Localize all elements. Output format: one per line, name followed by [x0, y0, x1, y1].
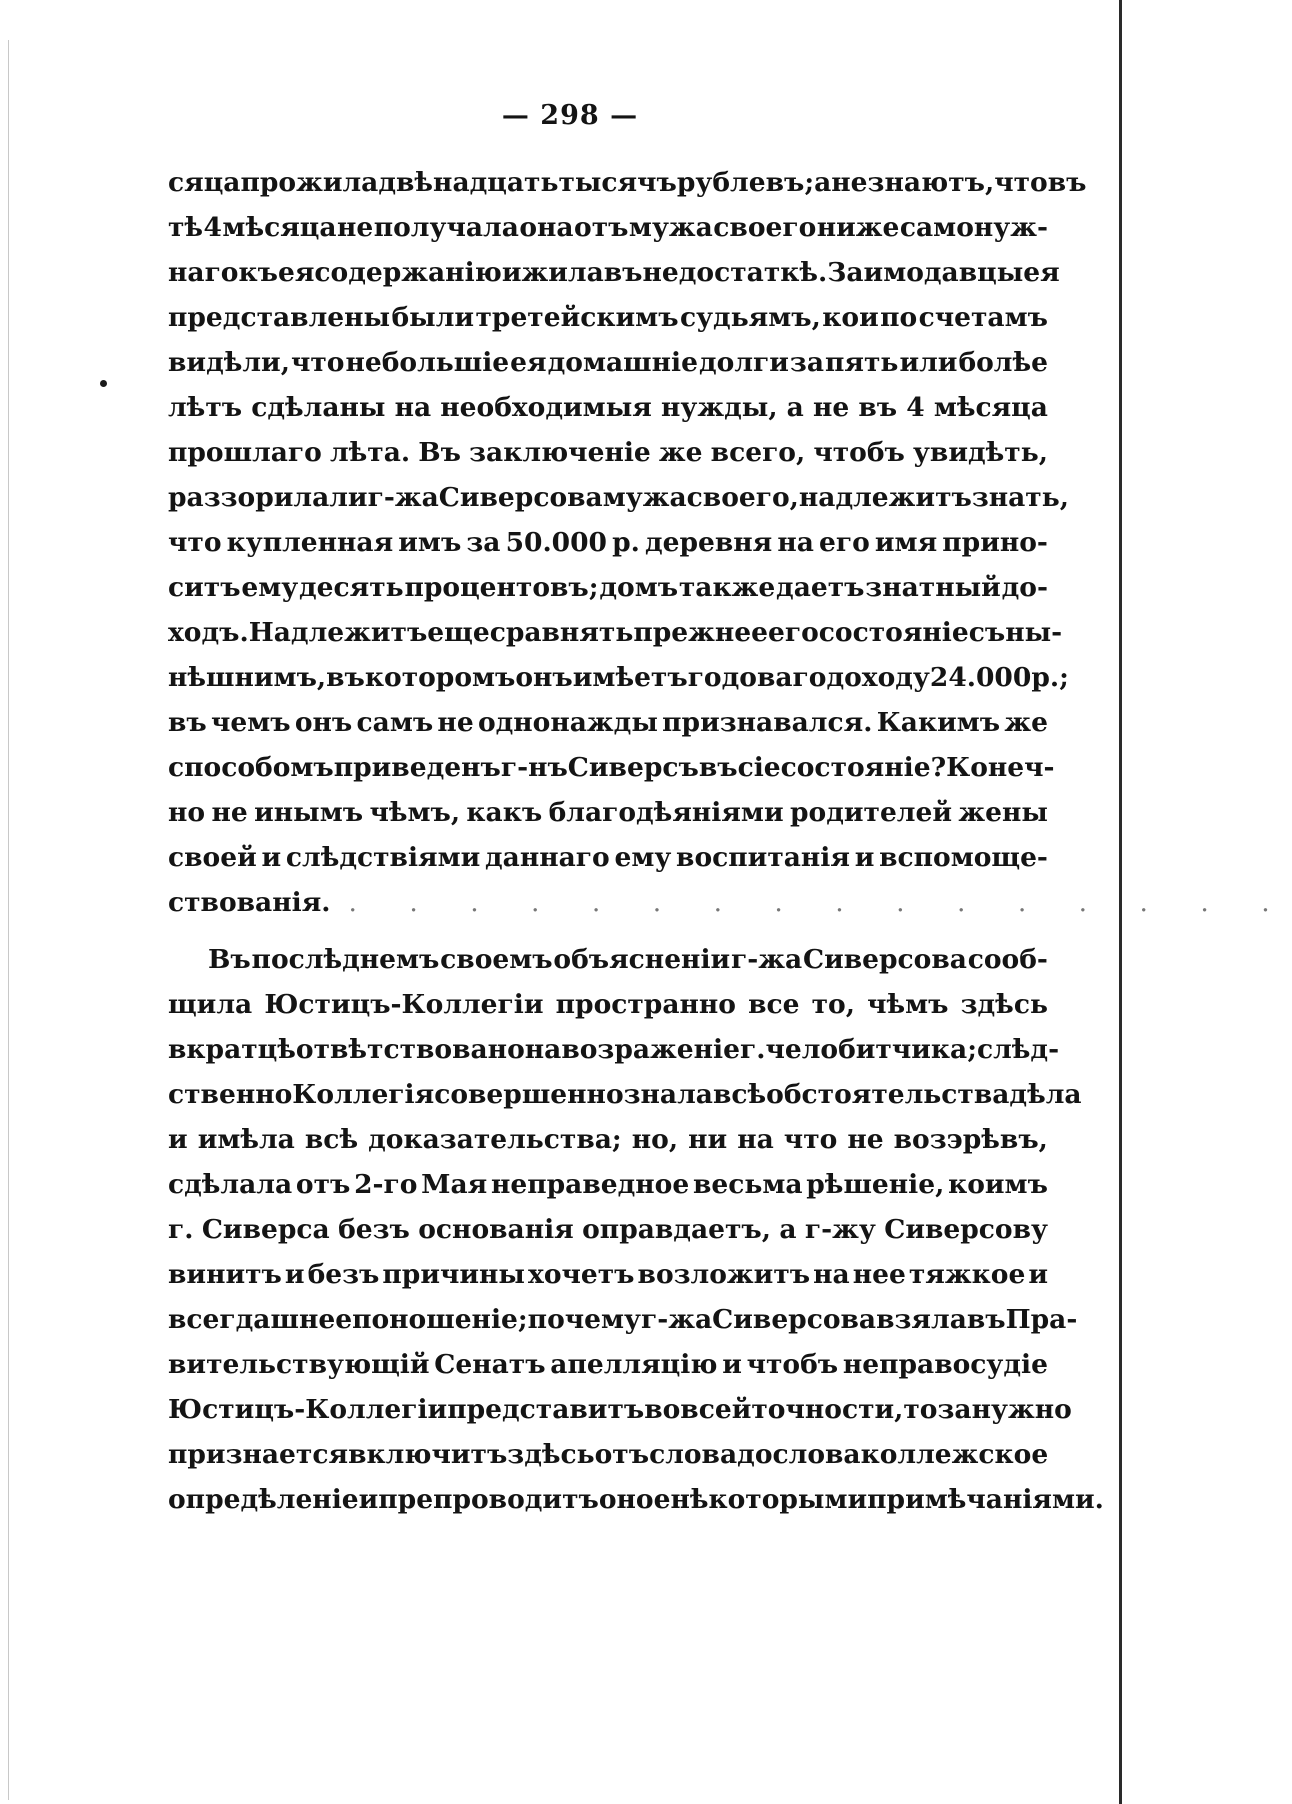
word: Сиверсова	[802, 944, 967, 975]
word: на	[777, 527, 814, 558]
word: безъ	[338, 1214, 410, 1245]
word: состояніе?	[780, 752, 947, 783]
word: г-жу	[804, 1214, 876, 1245]
text-line	[168, 982, 1048, 1027]
text-line	[168, 937, 1048, 982]
word: имя	[874, 527, 938, 558]
word: 4	[203, 212, 222, 243]
word: тѣ	[168, 212, 204, 243]
word: ея	[277, 257, 315, 288]
word: а	[786, 392, 804, 423]
word: еще	[427, 617, 490, 648]
word: самъ	[356, 707, 434, 738]
word: инымъ	[254, 797, 364, 828]
text-line	[168, 250, 1060, 295]
word: Коллегія	[292, 1079, 435, 1110]
word: онъ	[294, 707, 353, 738]
word: тяжкое	[908, 1259, 1026, 1290]
word: отвѣтствовано	[295, 1034, 525, 1065]
word: щила	[168, 989, 253, 1020]
word: г-жа	[731, 944, 803, 975]
word: прошлаго	[168, 437, 322, 468]
word: ситъ	[168, 572, 241, 603]
word: на	[813, 1259, 850, 1290]
word: счетамъ	[918, 302, 1048, 333]
word: имѣетъ	[572, 662, 688, 693]
word: 50.000	[505, 527, 607, 558]
word: доходу	[826, 662, 930, 693]
text-line	[168, 205, 1048, 250]
word: пять	[825, 347, 899, 378]
text-line	[168, 160, 1087, 205]
word: отъ	[594, 1439, 650, 1470]
word: домъ	[599, 572, 679, 603]
word: Въ	[418, 437, 461, 468]
word: годоваго	[687, 662, 827, 693]
word: онъ	[515, 662, 573, 693]
word: которомъ	[364, 662, 516, 693]
word: Надлежитъ	[248, 617, 428, 648]
word: чѣмъ,	[369, 797, 461, 828]
word: здѣсь	[960, 989, 1048, 1020]
word: сдѣланы	[251, 392, 386, 423]
word: все	[748, 989, 800, 1020]
word: процентовъ;	[404, 572, 599, 603]
text-line-last	[168, 880, 1292, 925]
word: на	[737, 1124, 774, 1155]
word: ему	[614, 842, 672, 873]
word: Сиверсова	[438, 482, 603, 513]
text-line	[168, 520, 1048, 565]
word: и	[1028, 1259, 1048, 1290]
word: сравнять	[489, 617, 634, 648]
word: десять	[299, 572, 404, 603]
page-left-edge	[8, 40, 9, 1800]
word: двѣнадцать	[378, 167, 559, 198]
text-line	[168, 790, 1048, 835]
word: коимъ	[948, 1169, 1048, 1200]
word: основанія	[418, 1214, 574, 1245]
word: совершенно	[434, 1079, 624, 1110]
word: оправдаетъ,	[582, 1214, 771, 1245]
word: родителей	[790, 797, 953, 828]
text-line	[168, 1252, 1048, 1297]
word: взяла	[876, 1304, 967, 1335]
paragraph-gap	[168, 925, 1048, 937]
word: болѣе	[958, 347, 1048, 378]
word: прино-	[942, 527, 1048, 558]
word: Юстицъ-Коллегіи	[168, 1394, 448, 1425]
word: челобитчика;	[765, 1034, 977, 1065]
word: что	[783, 1124, 838, 1155]
word: рублевъ;	[676, 167, 815, 198]
text-line	[168, 1072, 1082, 1117]
word: неправосудіе	[842, 1349, 1048, 1380]
word: лѣта.	[329, 437, 411, 468]
word: послѣднемъ	[251, 944, 440, 975]
word: что	[994, 167, 1048, 198]
word: небольшіе	[345, 347, 510, 378]
word: и	[722, 1349, 742, 1380]
word: признается	[168, 1439, 349, 1470]
word: въ	[168, 707, 207, 738]
word: Сиверсову	[884, 1214, 1048, 1245]
word: за	[937, 1394, 972, 1425]
word: объясненіи	[553, 944, 731, 975]
word: въ	[698, 752, 738, 783]
word: третейскимъ	[475, 302, 679, 333]
word: не	[211, 797, 248, 828]
word: слѣдствіями	[285, 842, 481, 873]
word: даетъ	[776, 572, 865, 603]
word: слѣд-	[976, 1034, 1060, 1065]
word: въ	[326, 662, 365, 693]
word: сдѣлала	[168, 1169, 293, 1200]
word: домашніе	[547, 347, 698, 378]
word: коллежское	[860, 1439, 1049, 1470]
word: но,	[631, 1124, 679, 1155]
word: получала	[373, 212, 519, 243]
word: а	[814, 167, 832, 198]
word: состояніе	[818, 617, 969, 648]
word: то,	[811, 989, 855, 1020]
word: ли	[329, 482, 368, 513]
word: неправедное	[490, 1169, 690, 1200]
word: деревня	[644, 527, 773, 558]
word: и	[284, 1259, 305, 1290]
word: г.	[168, 1214, 194, 1245]
word: доказательства;	[368, 1124, 622, 1155]
word: ея	[1023, 257, 1060, 288]
word: вкратцѣ	[168, 1034, 296, 1065]
word: имѣла	[197, 1124, 295, 1155]
word: Сиверсъ	[567, 752, 699, 783]
word: долги	[698, 347, 789, 378]
word: ны-	[1005, 617, 1063, 648]
word: пространно	[555, 989, 736, 1020]
word: ственно	[168, 1079, 293, 1110]
word: дѣла	[1009, 1079, 1082, 1110]
word: обстоятельства	[766, 1079, 1010, 1110]
word: что	[168, 527, 222, 558]
word: чтобъ	[813, 437, 905, 468]
word: въ	[603, 257, 643, 288]
text-line	[168, 430, 1048, 475]
word: своего,	[686, 482, 799, 513]
word: кои	[822, 302, 879, 333]
word: мужа	[602, 482, 687, 513]
word: къ	[238, 257, 278, 288]
word: точности,	[751, 1394, 904, 1425]
word: винитъ	[168, 1259, 282, 1290]
word: безъ	[307, 1259, 380, 1290]
word: чѣмъ	[867, 989, 949, 1020]
word: даннаго	[485, 842, 610, 873]
word: всѣ	[304, 1124, 359, 1155]
word: также	[678, 572, 776, 603]
word: всего,	[710, 437, 806, 468]
word: до-	[1001, 572, 1048, 603]
word: знатный	[865, 572, 1001, 603]
word: причины	[382, 1259, 525, 1290]
word: содержанію	[314, 257, 502, 288]
word: или	[899, 347, 958, 378]
word: и	[261, 842, 282, 873]
word: своемъ	[440, 944, 553, 975]
word: Сиверса	[201, 1214, 330, 1245]
word: раззорила	[168, 482, 330, 513]
text-line	[168, 700, 1048, 745]
word: возэрѣвъ,	[893, 1124, 1048, 1155]
text-line	[168, 1297, 1078, 1342]
body-text	[168, 160, 1292, 1522]
word: примѣчаніями.	[867, 1484, 1104, 1515]
word: Въ	[208, 944, 251, 975]
word: представлены	[168, 302, 391, 333]
word: не	[337, 212, 374, 243]
text-line	[168, 1432, 1048, 1477]
word: и	[358, 1484, 379, 1515]
word: нее	[852, 1259, 906, 1290]
word: ни	[688, 1124, 728, 1155]
word: р.;	[1031, 662, 1069, 693]
margin-ink-dot	[100, 380, 107, 387]
word: же	[1004, 707, 1048, 738]
word: чтобъ	[746, 1349, 839, 1380]
word: апелляцію	[550, 1349, 718, 1380]
word: необходимыя	[440, 392, 652, 423]
word: хочетъ	[528, 1259, 635, 1290]
word: надлежитъ	[798, 482, 972, 513]
text-line	[168, 1207, 1048, 1252]
word: опредѣленіе	[168, 1484, 359, 1515]
word: на	[394, 392, 432, 423]
word: не	[847, 1124, 884, 1155]
word: его	[819, 527, 870, 558]
word: чемъ	[211, 707, 291, 738]
word: отъ	[295, 1169, 351, 1200]
word: всѣ	[712, 1079, 767, 1110]
word: воспитанія	[676, 842, 850, 873]
word: судьямъ,	[679, 302, 821, 333]
word: она	[519, 212, 574, 243]
word: въ	[1047, 167, 1087, 198]
text-line	[168, 1477, 1104, 1522]
word: 2-го	[354, 1169, 418, 1200]
word: и	[854, 842, 875, 873]
word: заключеніе	[469, 437, 651, 468]
word: вительствующій	[168, 1349, 430, 1380]
text-line	[168, 610, 1063, 655]
word: знала	[623, 1079, 713, 1110]
word: съ	[968, 617, 1006, 648]
word: ему	[241, 572, 299, 603]
word: слова	[649, 1439, 738, 1470]
word: препроводитъ	[378, 1484, 599, 1515]
word: Сиверсова	[712, 1304, 877, 1335]
word: на	[524, 1034, 562, 1065]
word: и	[168, 1124, 188, 1155]
word: за	[466, 527, 501, 558]
word: отъ	[574, 212, 629, 243]
word: за	[789, 347, 825, 378]
word: однонажды	[477, 707, 658, 738]
word: нужды,	[660, 392, 778, 423]
word: представитъ	[447, 1394, 645, 1425]
word: его	[768, 617, 819, 648]
word: ея	[510, 347, 547, 378]
word: до	[737, 1439, 773, 1470]
word: но	[168, 797, 206, 828]
page-number: — 298 —	[501, 100, 639, 131]
word: нѣкоторыми	[670, 1484, 868, 1515]
word: нѣшнимъ,	[168, 662, 327, 693]
word: жены	[958, 797, 1048, 828]
word: поношеніе;	[352, 1304, 528, 1335]
text-line	[168, 1117, 1048, 1162]
word: почему	[527, 1304, 641, 1335]
word: признавался.	[662, 707, 873, 738]
text-line	[168, 1387, 1072, 1432]
text-line	[168, 1027, 1060, 1072]
word: вспомоще-	[879, 842, 1048, 873]
word: были	[391, 302, 475, 333]
word: знать,	[971, 482, 1069, 513]
word: рѣшеніе,	[806, 1169, 945, 1200]
word: мужа	[628, 212, 713, 243]
word: Какимъ	[876, 707, 1001, 738]
word: Пра-	[1005, 1304, 1078, 1335]
word: купленная	[226, 527, 394, 558]
word: способомъ	[168, 752, 334, 783]
word: по	[880, 302, 918, 333]
word: а	[779, 1214, 797, 1245]
word: г.	[740, 1034, 766, 1065]
word: 24.000	[929, 662, 1032, 693]
word: ниже	[816, 212, 900, 243]
word: своей	[168, 842, 257, 873]
word: не	[812, 392, 850, 423]
word: Заимодавцы	[827, 257, 1024, 288]
text-line	[168, 1342, 1048, 1387]
word: г-нъ	[500, 752, 568, 783]
word: недостаткѣ.	[642, 257, 828, 288]
word: что	[290, 347, 345, 378]
word: р.	[612, 527, 640, 558]
text-line	[168, 475, 1069, 520]
text-line	[168, 1162, 1048, 1207]
word: знаютъ,	[867, 167, 995, 198]
word: не	[437, 707, 474, 738]
word: самонуж-	[899, 212, 1048, 243]
text-line	[168, 835, 1048, 880]
word: увидѣть,	[912, 437, 1048, 468]
word: всегдашнее	[168, 1304, 353, 1335]
word: мѣсяца	[933, 392, 1048, 423]
word: Мая	[421, 1169, 488, 1200]
word: приведенъ	[333, 752, 501, 783]
word: здѣсь	[507, 1439, 595, 1470]
text-line	[168, 295, 1048, 340]
word: 4	[906, 392, 925, 423]
word: нужно	[971, 1394, 1072, 1425]
word: сяца	[168, 167, 241, 198]
word: наго	[168, 257, 239, 288]
text-line	[168, 385, 1048, 430]
word: слова	[772, 1439, 861, 1470]
word: же	[658, 437, 703, 468]
word: своего	[713, 212, 817, 243]
word: возраженіе	[561, 1034, 740, 1065]
word: ходъ.	[168, 617, 249, 648]
word: оное	[598, 1484, 671, 1515]
text-line	[168, 655, 1069, 700]
word: благодѣяніями	[548, 797, 784, 828]
word: въ	[858, 392, 898, 423]
word: г-жа	[640, 1304, 713, 1335]
trailing-dots: . . . . . . . . . . . . . . . .	[348, 887, 1292, 918]
word: Конеч-	[946, 752, 1055, 783]
word: въ	[966, 1304, 1006, 1335]
text-line	[168, 745, 1055, 790]
word: возложитъ	[637, 1259, 811, 1290]
word: жила	[521, 257, 604, 288]
word: какъ	[466, 797, 543, 828]
word: видѣли,	[168, 347, 290, 378]
word: прожила	[240, 167, 379, 198]
text-line	[168, 565, 1048, 610]
word: весьма	[692, 1169, 803, 1200]
word: прежнее	[633, 617, 768, 648]
word: г-жа	[367, 482, 439, 513]
word: ствованія.	[168, 887, 331, 918]
word: Сенатъ	[434, 1349, 546, 1380]
word: сооб-	[967, 944, 1048, 975]
word: имъ	[398, 527, 462, 558]
word: мѣсяца	[222, 212, 337, 243]
word: включитъ	[348, 1439, 508, 1470]
word: всей	[680, 1394, 752, 1425]
word: тысячъ	[558, 167, 677, 198]
word: то	[903, 1394, 938, 1425]
word: во	[644, 1394, 681, 1425]
word: Юстицъ-Коллегіи	[264, 989, 544, 1020]
word: не	[831, 167, 868, 198]
word: сіе	[737, 752, 781, 783]
word: и	[501, 257, 522, 288]
word: лѣтъ	[168, 392, 243, 423]
text-line	[168, 340, 1048, 385]
